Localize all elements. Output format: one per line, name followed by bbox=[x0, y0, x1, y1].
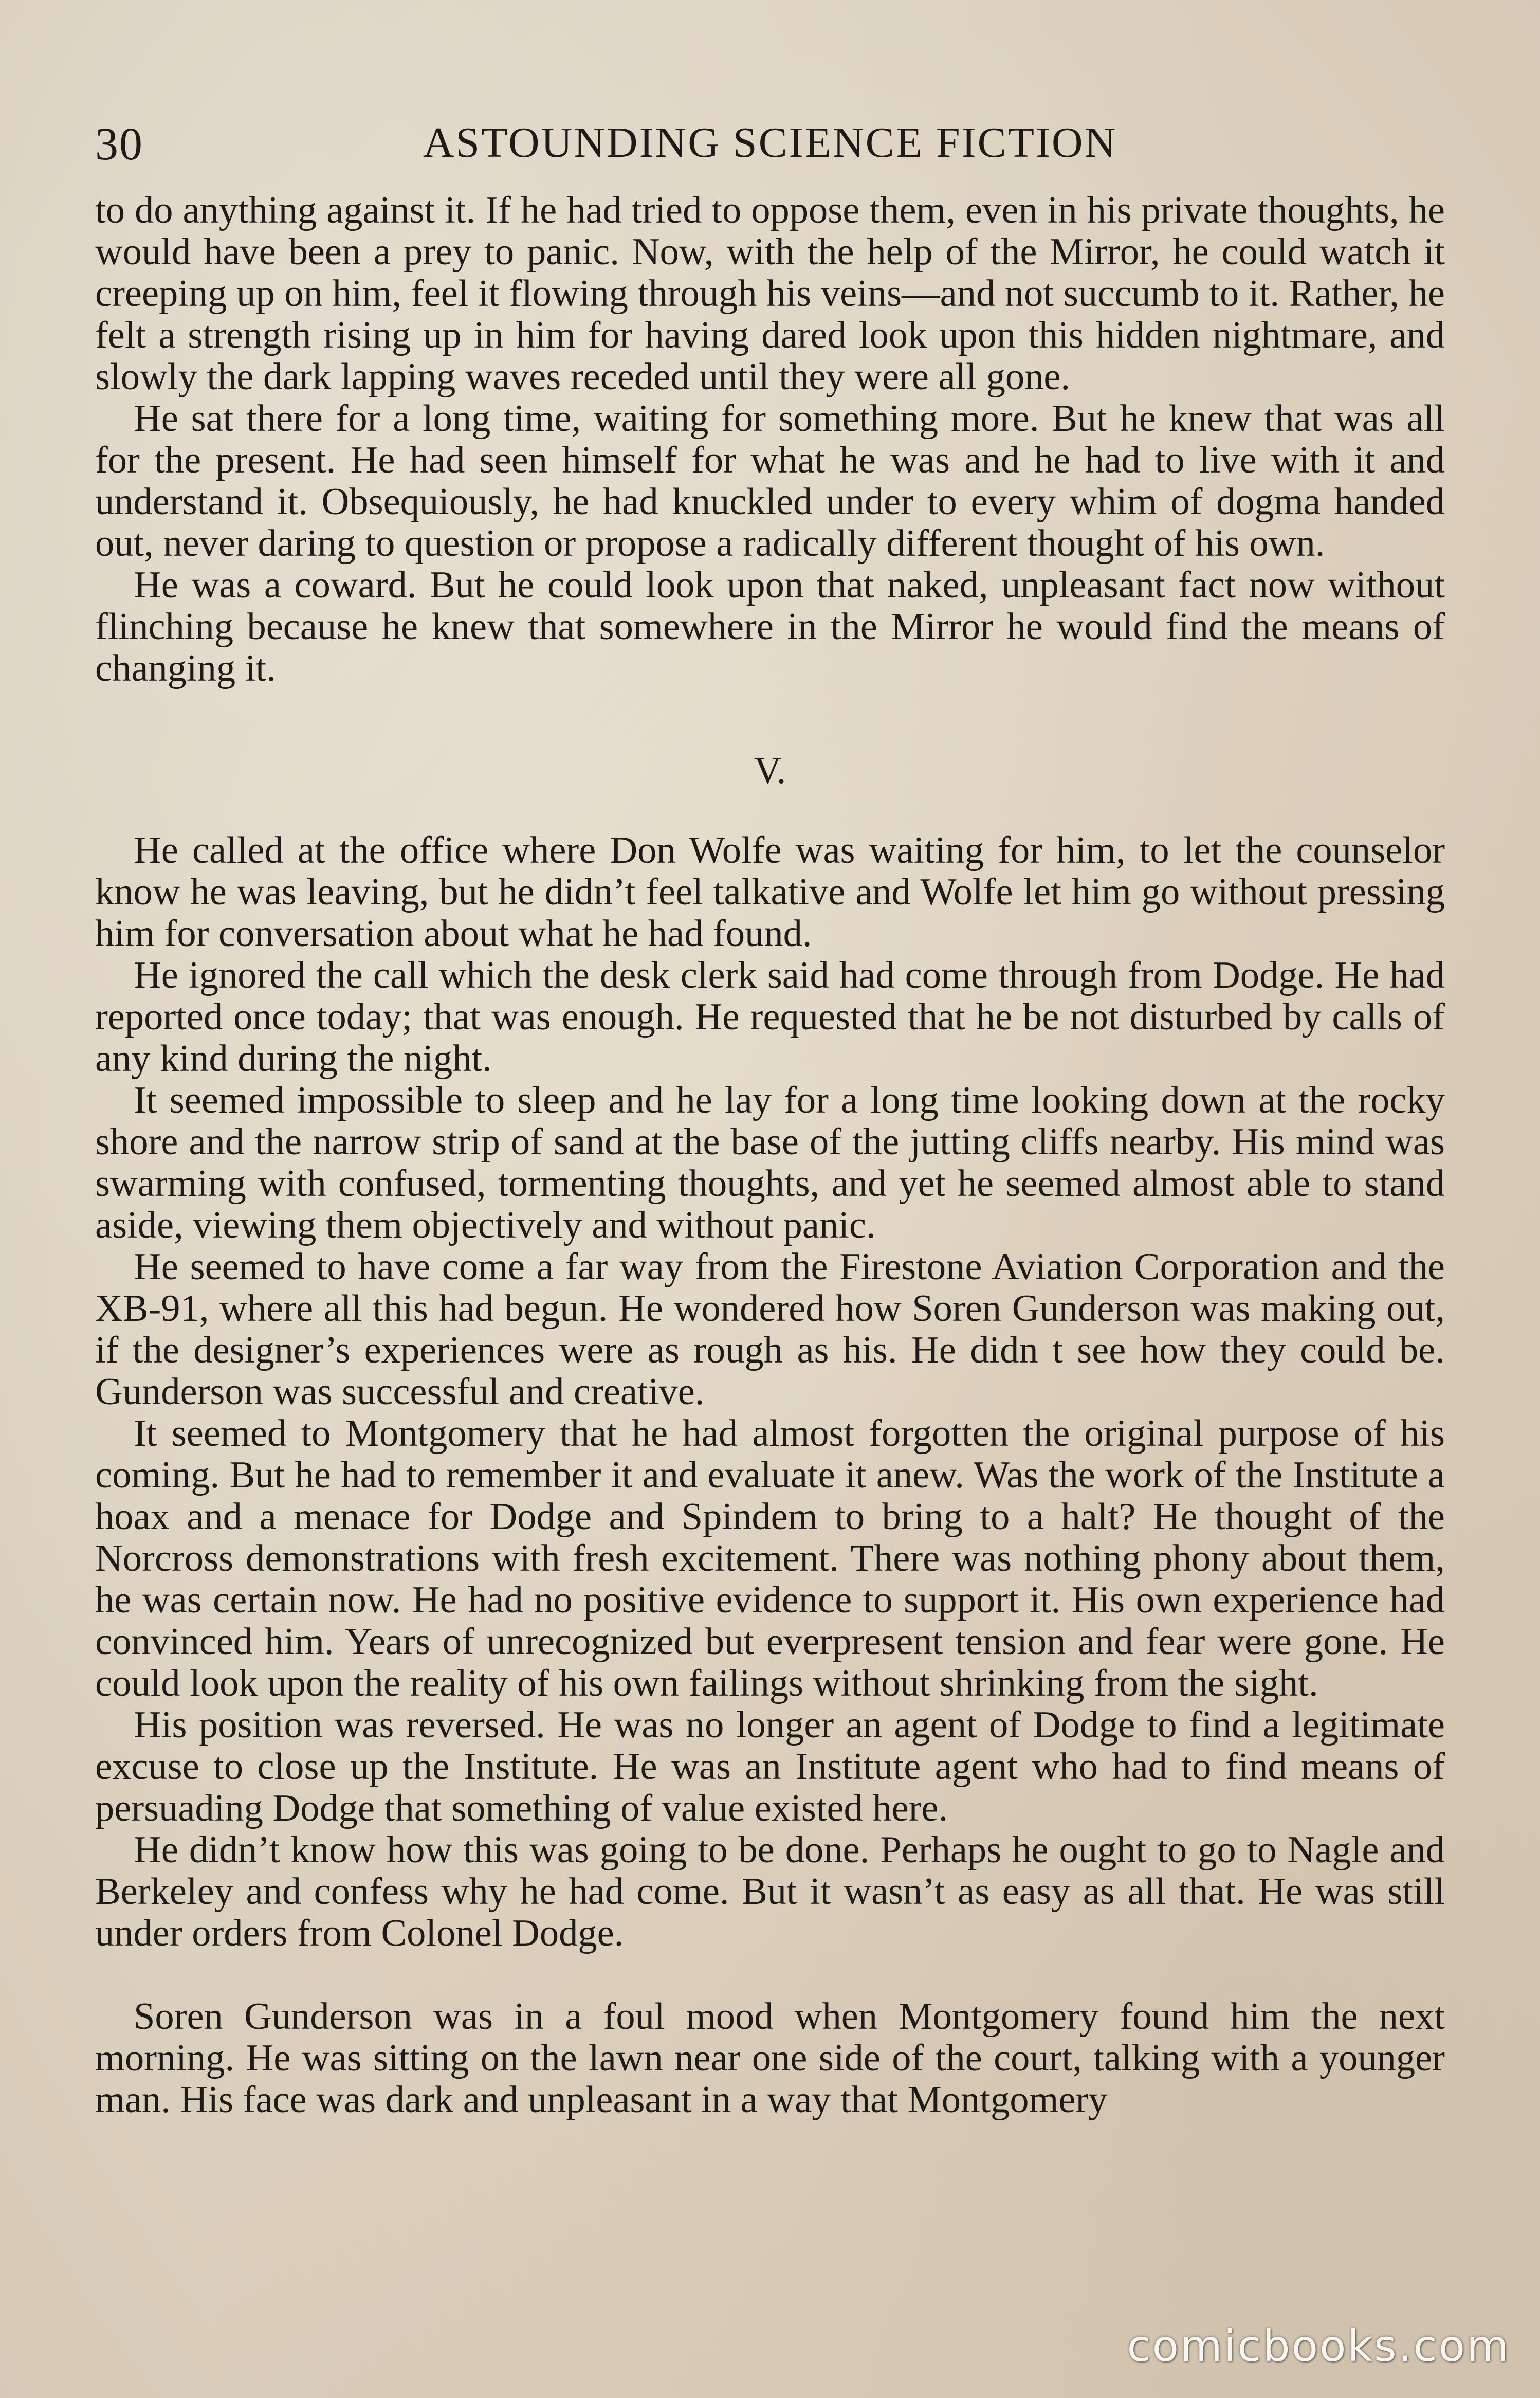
watermark: comicbooks.com bbox=[1127, 2321, 1510, 2371]
paragraph: It seemed to Montgomery that he had almost forgotten the original purpose of his coming. But he had to remember it and evaluate it anew. Was the work of the Institute a hoax and a menace for Dodge and Spindem to bring to a halt? He thought of the Norcross demonstrations with fresh excitement. There was nothing phony about them, he was certain now. He had no positive evidence to support it. His own experience had convinced him. Years of unrecognized but everpresent tension and fear were gone. He could look upon the reality of his own failings without shrinking from the sight. bbox=[95, 1412, 1445, 1704]
page-number: 30 bbox=[95, 119, 143, 170]
paragraph: He sat there for a long time, waiting for something more. But he knew that was all for the present. He had seen himself for what he was and he had to live with it and understand it. Obsequiously, he had knuckled under to every whim of dogma handed out, never daring to question or propose a radically different thought of his own. bbox=[95, 397, 1445, 565]
running-head: ASTOUNDING SCIENCE FICTION bbox=[423, 119, 1117, 167]
book-page bbox=[95, 111, 1445, 2332]
paragraph: He called at the office where Don Wolfe was waiting for him, to let the counselor know he was leaving, but he didn’t feel talkative and Wolfe let him go without pressing him for conversation about what he had found. bbox=[95, 829, 1445, 955]
page-header bbox=[95, 111, 1445, 177]
paragraph: He ignored the call which the desk clerk said had come through from Dodge. He had reported once today; that was enough. He requested that he be not disturbed by calls of any kind during the night. bbox=[95, 954, 1445, 1080]
paragraph: He didn’t know how this was going to be done. Perhaps he ought to go to Nagle and Berkeley and confess why he had come. But it wasn’t as easy as all that. He was still under orders from Colonel Dodge. bbox=[95, 1829, 1445, 1954]
paragraph: Soren Gunderson was in a foul mood when Montgomery found him the next morning. He was sitting on the lawn near one side of the court, talking with a younger man. His face was dark and unpleasant in a way that Montgomery bbox=[95, 1995, 1445, 2121]
paragraph: It seemed impossible to sleep and he lay for a long time looking down at the rocky shore and the narrow strip of sand at the base of the jutting cliffs nearby. His mind was swarming with confused, tormenting thoughts, and yet he seemed almost able to stand aside, viewing them objectively and without panic. bbox=[95, 1079, 1445, 1246]
section-break bbox=[95, 1954, 1445, 1996]
body-text bbox=[95, 190, 1445, 2121]
section-heading: V. bbox=[754, 750, 786, 792]
paragraph: His position was reversed. He was no longer an agent of Dodge to find a legitimate excuse to close up the Institute. He was an Institute agent who had to find means of persuading Dodge that something of value existed here. bbox=[95, 1704, 1445, 1829]
paragraph: He seemed to have come a far way from the Firestone Aviation Corporation and the XB-91, where all this had begun. He wondered how Soren Gunderson was making out, if the designer’s experiences were as rough as his. He didn t see how they could be. Gunderson was successful and creative. bbox=[95, 1246, 1445, 1413]
paragraph: to do anything against it. If he had tried to oppose them, even in his private thoughts, he would have been a prey to panic. Now, with the help of the Mirror, he could watch it creeping up on him, feel it flowing through his veins—and not succumb to it. Rather, he felt a strength rising up in him for having dared look upon this hidden nightmare, and slowly the dark lapping waves receded until they were all gone. bbox=[95, 189, 1445, 398]
paragraph: He was a coward. But he could look upon that naked, unpleasant fact now without flinching because he knew that somewhere in the Mirror he would find the means of changing it. bbox=[95, 564, 1445, 689]
